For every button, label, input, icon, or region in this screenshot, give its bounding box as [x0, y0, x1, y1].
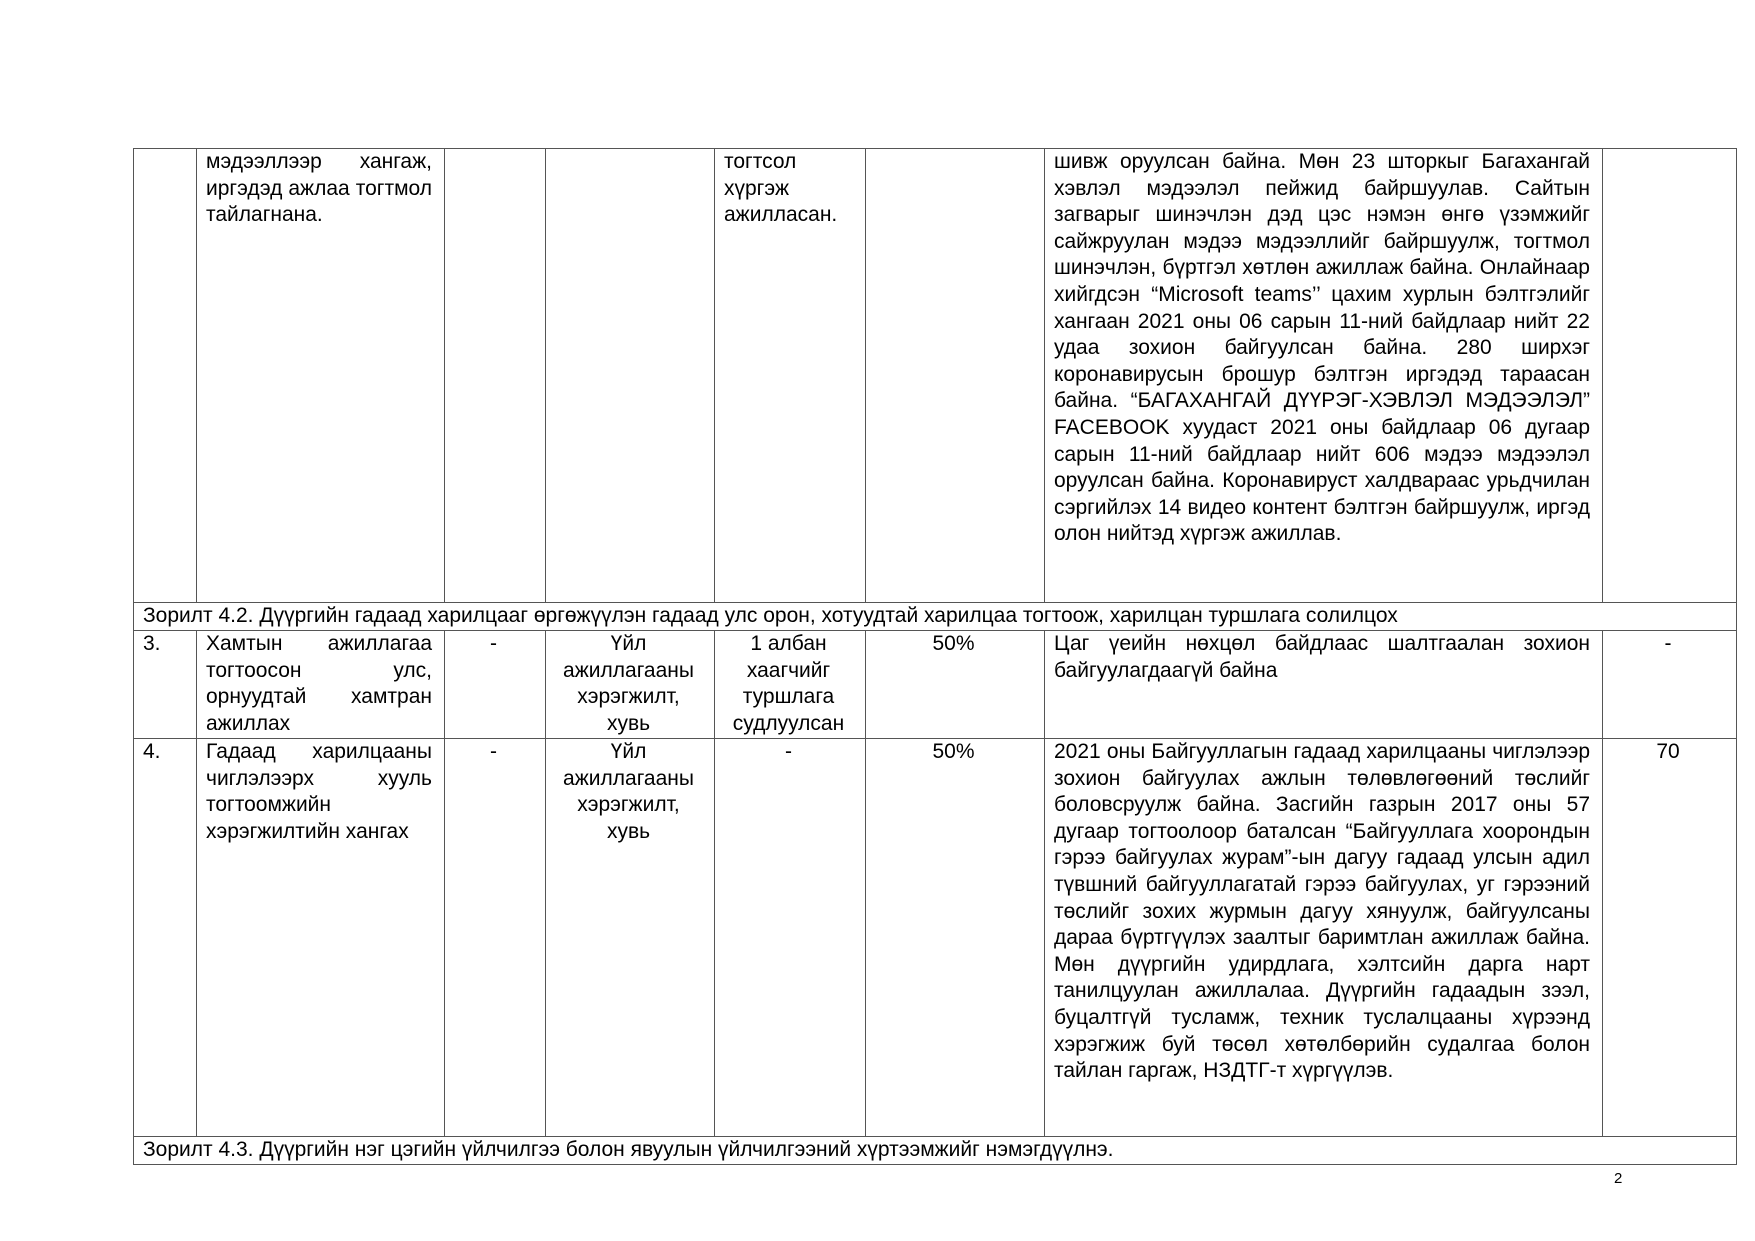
- indicator-cell: Үйл ажиллагааны хэрэгжилт, хувь: [546, 631, 715, 739]
- page-number: 2: [1614, 1170, 1623, 1187]
- goal-row: [134, 1137, 1737, 1165]
- baseline-cell: -: [445, 631, 546, 739]
- report-text-cell: Цаг үеийн нөхцөл байдлаас шалтгаалан зохион байгуулагдаагүй байна: [1045, 631, 1603, 739]
- indicator-cell: Үйл ажиллагааны хэрэгжилт, хувь: [546, 739, 715, 1137]
- goal-4-2-heading: Зорилт 4.2. Дүүргийн гадаад харилцааг өргөжүүлэн гадаад улс орон, хотуудтай харилцаа тогтоож, харилцан туршлага солилцох: [134, 603, 1737, 631]
- percent-cell: 50%: [866, 631, 1045, 739]
- score-cell: -: [1603, 631, 1737, 739]
- row-number-cell: [134, 149, 197, 603]
- percent-cell: [866, 149, 1045, 603]
- report-text-cell: шивж оруулсан байна. Мөн 23 шторкыг Багахангай хэвлэл мэдээлэл пейжид байршуулав. Сайтын загварыг шинэчлэн дэд цэс нэмэн өнгө үзэмжийг сайжруулан мэдээ мэдээллийг байршуулж, тогтмол шинэчлэн, бүртгэл хөтлөн ажиллаж байна. Онлайнаар хийгдсэн “Microsoft teams’’ цахим хурлын бэлтгэлийг хангаан 2021 оны 06 сарын 11-ний байдлаар нийт 22 удаа зохион байгуулсан байна. 280 ширхэг коронавирусын брошур бэлтгэн иргэдэд тараасан байна. “БАГАХАНГАЙ ДҮҮРЭГ-ХЭВЛЭЛ МЭДЭЭЛЭЛ” FACEBOOK хуудаст 2021 оны байдлаар 06 дугаар сарын 11-ний байдлаар нийт 606 мэдээ мэдээлэл оруулсан байна. Коронавируст халдвараас урьдчилан сэргийлэх 14 видео контент бэлтгэн байршуулж, иргэд олон нийтэд хүргэж ажиллав.: [1045, 149, 1603, 603]
- activity-cell: Хамтын ажиллагаа тогтоосон улс, орнуудтай хамтран ажиллах: [197, 631, 445, 739]
- score-cell: [1603, 149, 1737, 603]
- goal-4-3-heading: Зорилт 4.3. Дүүргийн нэг цэгийн үйлчилгээ болон явуулын үйлчилгээний хүртээмжийг нэмэгдүүлнэ.: [134, 1137, 1737, 1165]
- goal-row: [134, 603, 1737, 631]
- row-number-cell: 4.: [134, 739, 197, 1137]
- table-row: [134, 149, 1737, 603]
- report-text-cell: 2021 оны Байгууллагын гадаад харилцааны чиглэлээр зохион байгуулах ажлын төлөвлөгөөний төслийг боловсруулж байна. Засгийн газрын 2017 оны 57 дугаар тогтоолоор баталсан “Байгууллага хоорондын гэрээ байгуулах журам”-ын дагуу гадаад улсын адил түвшний байгууллагатай гэрээ байгуулах, уг гэрээний төслийг зохих журмын дагуу хянуулж, байгуулсаны дараа бүртгүүлэх заалтыг баримтлан ажиллаж байна. Мөн дүүргийн удирдлага, хэлтсийн дарга нарт танилцуулан ажиллалаа. Дүүргийн гадаадын зээл, буцалтгүй тусламж, техник туслалцааны хүрээнд хэрэгжиж буй төсөл хөтөлбөрийн судалгаа болон тайлан гаргаж, НЗДТГ-т хүргүүлэв.: [1045, 739, 1603, 1137]
- table-row: [134, 739, 1737, 1137]
- score-cell: 70: [1603, 739, 1737, 1137]
- result-cell: -: [715, 739, 866, 1137]
- percent-cell: 50%: [866, 739, 1045, 1137]
- baseline-cell: -: [445, 739, 546, 1137]
- activity-cell: Гадаад харилцааны чиглэлээрх хууль тогтоомжийн хэрэгжилтийн хангах: [197, 739, 445, 1137]
- baseline-cell: [445, 149, 546, 603]
- table-row: [134, 631, 1737, 739]
- result-cell: 1 албан хаагчийг туршлага судлуулсан: [715, 631, 866, 739]
- result-cell: тогтсол хүргэж ажилласан.: [715, 149, 866, 603]
- indicator-cell: [546, 149, 715, 603]
- row-number-cell: 3.: [134, 631, 197, 739]
- activity-cell: мэдээллээр хангаж, иргэдэд ажлаа тогтмол тайлагнана.: [197, 149, 445, 603]
- report-table: [133, 148, 1737, 1165]
